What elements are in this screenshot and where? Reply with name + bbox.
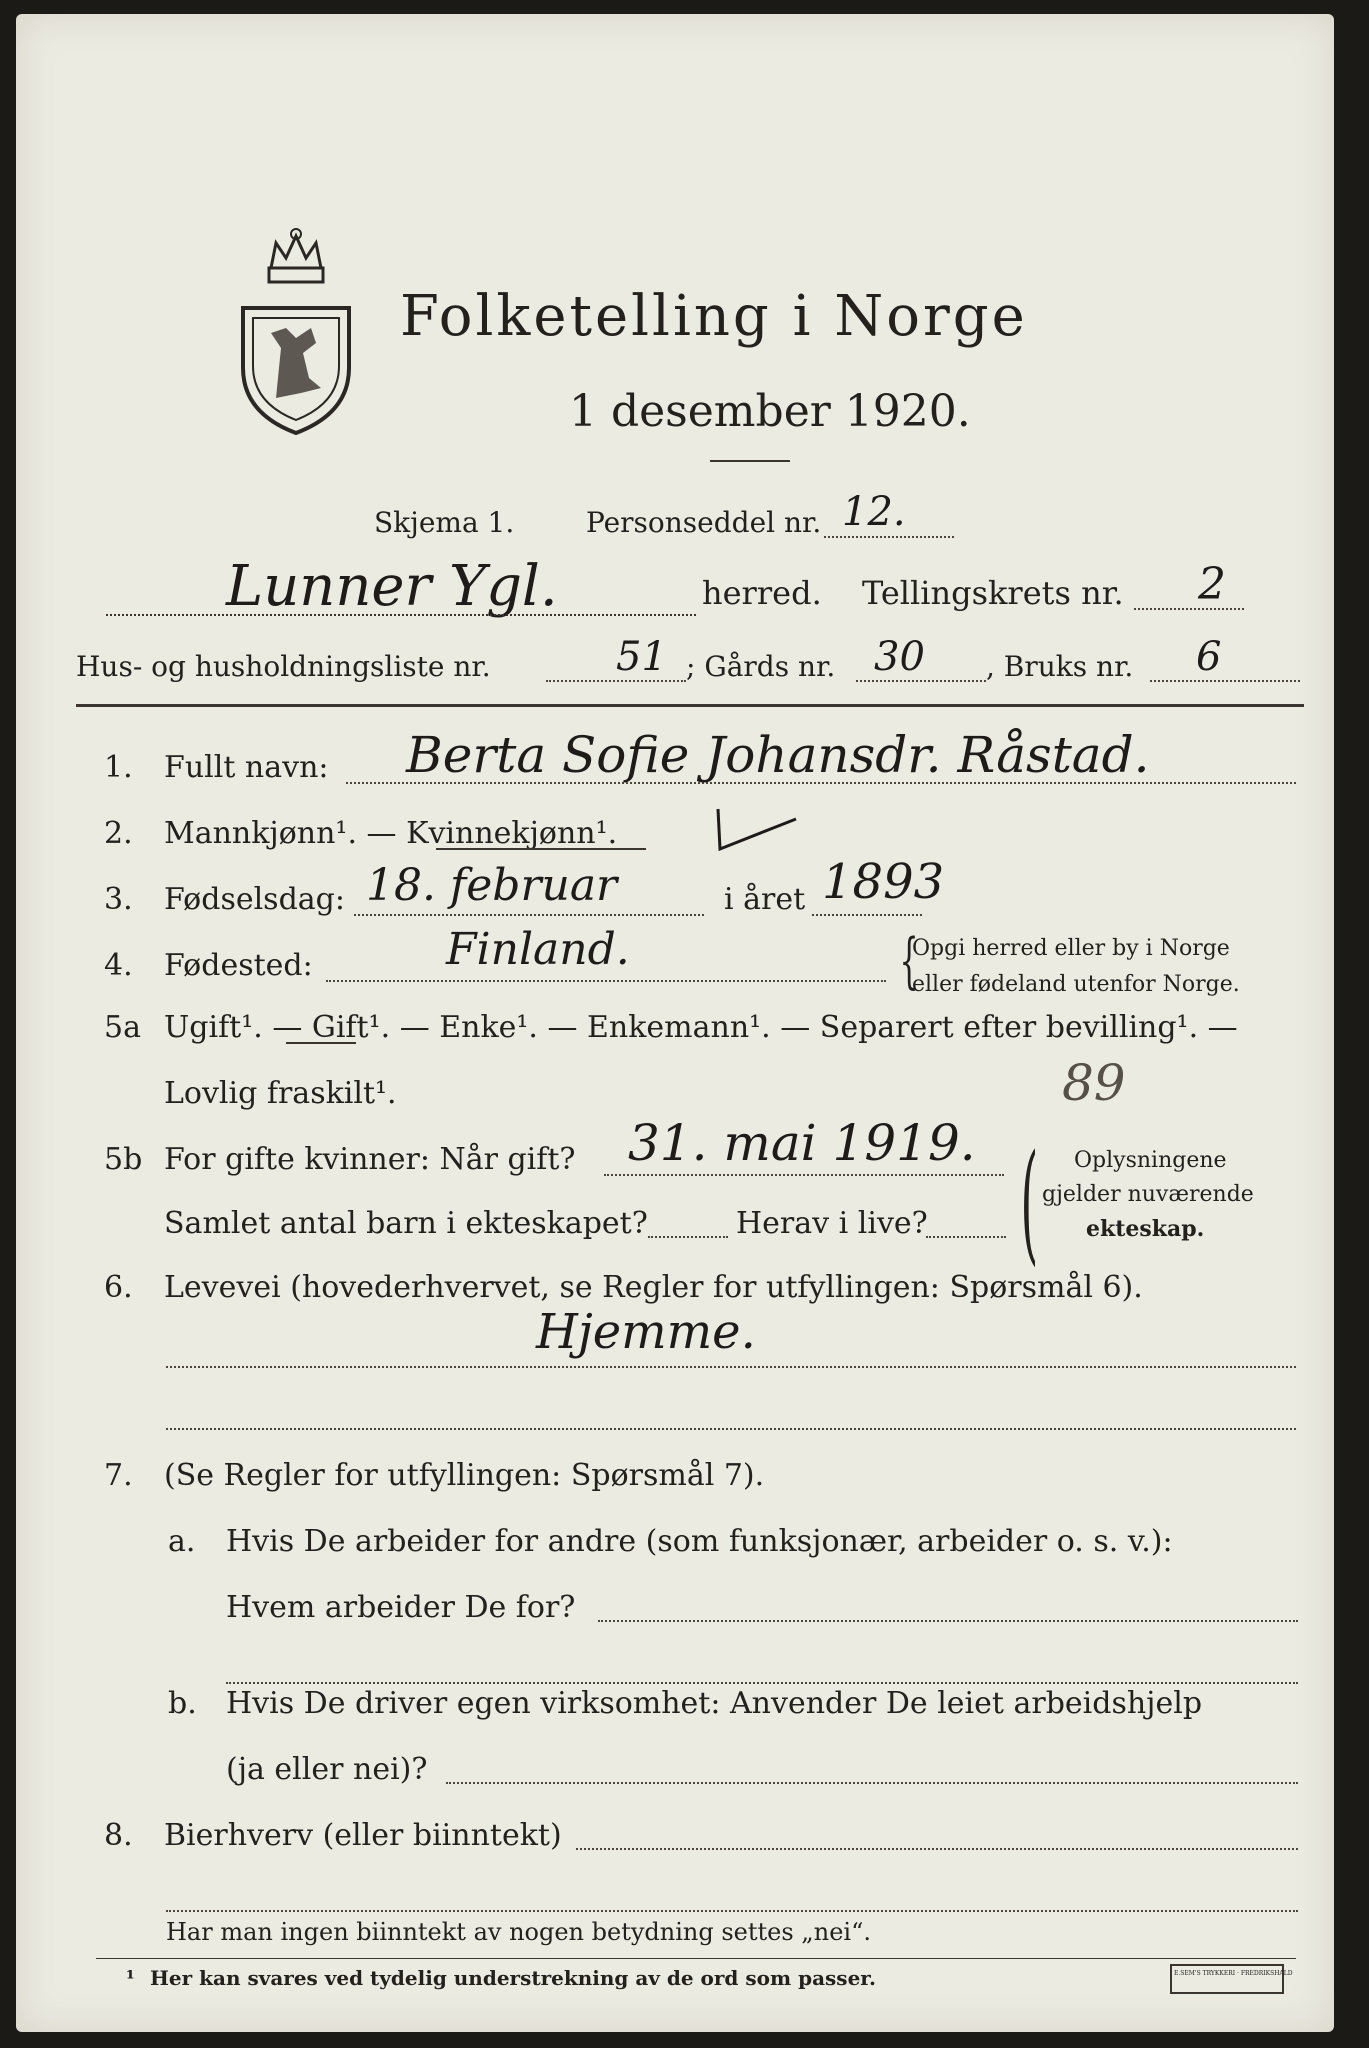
q7-label: (Se Regler for utfyllingen: Spørsmål 7). [164, 1458, 765, 1493]
q8-number: 8. [104, 1818, 133, 1853]
q5a-line1: Ugift¹. — Gift¹. — Enke¹. — Enkemann¹. — Separert efter bevilling¹. — [164, 1010, 1238, 1045]
q4-label: Fødested: [164, 948, 313, 983]
q6-label: Levevei (hovederhvervet, se Regler for utfyllingen: Spørsmål 6). [164, 1270, 1143, 1305]
alive-field-line [926, 1236, 1006, 1238]
birthplace-value: Finland. [446, 924, 630, 975]
full-name-value: Berta Sofie Johansdr. Råstad. [406, 726, 1150, 784]
hus-value: 51 [616, 634, 667, 680]
q2-label: Mannkjønn¹. — Kvinnekjønn¹. [164, 816, 618, 851]
personseddel-label: Personseddel nr. [586, 506, 822, 539]
q5a-number: 5a [104, 1010, 141, 1045]
occupation-value: Hjemme. [536, 1304, 756, 1360]
footer-note: Har man ingen biinntekt av nogen betydning settes „nei“. [166, 1918, 871, 1946]
gift-underline [286, 1042, 356, 1044]
birthday-field-line [354, 914, 704, 916]
q5b-note-line2: gjelder nuværende [1042, 1182, 1254, 1207]
birth-year-value: 1893 [822, 854, 945, 910]
occupation-field-line-1 [166, 1366, 1296, 1368]
q6-number: 6. [104, 1270, 133, 1305]
hired-help-field-line [446, 1782, 1298, 1784]
q4-note-line1: Opgi herred eller by i Norge [912, 936, 1230, 961]
q7b-letter: b. [168, 1686, 197, 1721]
children-field-line [648, 1236, 728, 1238]
footnote-rule [96, 1958, 1296, 1959]
hus-label: Hus- og husholdningsliste nr. [76, 650, 491, 683]
q1-label: Fullt navn: [164, 750, 329, 785]
side-income-field-line [576, 1848, 1298, 1850]
q5b-line2: Samlet antal barn i ekteskapet? [164, 1206, 648, 1241]
year-field-line [812, 914, 922, 916]
tellingskrets-field-line [1134, 608, 1244, 610]
q7a-letter: a. [168, 1524, 196, 1559]
q5b-note-line3: ekteskap. [1086, 1216, 1205, 1242]
q5a-line2: Lovlig fraskilt¹. [164, 1076, 397, 1111]
gards-label: ; Gårds nr. [686, 650, 836, 683]
q7a-line1: Hvis De arbeider for andre (som funksjonær, arbeider o. s. v.): [226, 1524, 1173, 1559]
married-date-value: 31. mai 1919. [628, 1114, 976, 1172]
skjema-label: Skjema 1. [374, 506, 515, 539]
q4-note-line2: eller fødeland utenfor Norge. [912, 972, 1240, 997]
gards-field-line [856, 680, 986, 682]
herred-field-line [106, 614, 696, 616]
q2-number: 2. [104, 816, 133, 851]
gender-check-mark-icon [706, 799, 806, 859]
hus-field-line [546, 680, 686, 682]
q3-label: Fødselsdag: [164, 882, 345, 917]
q5b-note-line1: Oplysningene [1074, 1148, 1227, 1173]
gards-value: 30 [874, 634, 925, 680]
brace-q4: { [899, 926, 919, 996]
married-date-field-line [604, 1174, 1004, 1176]
tellingskrets-value: 2 [1198, 559, 1226, 610]
kvinnekjonn-underline [436, 848, 646, 850]
employer-field-line [598, 1620, 1298, 1622]
q7-number: 7. [104, 1458, 133, 1493]
q1-number: 1. [104, 750, 133, 785]
census-date: 1 desember 1920. [569, 386, 971, 437]
tellingskrets-label: Tellingskrets nr. [862, 574, 1124, 612]
q4-number: 4. [104, 948, 133, 983]
margin-note: 89 [1062, 1054, 1126, 1112]
q7b-line2: (ja eller nei)? [226, 1752, 428, 1787]
herred-value: Lunner Ygl. [226, 554, 558, 619]
q8-label: Bierhverv (eller biinntekt) [164, 1818, 562, 1853]
q5b-number: 5b [104, 1142, 143, 1177]
bruks-field-line [1150, 680, 1300, 682]
footnote-text: Her kan svares ved tydelig understrekning av de ord som passer. [150, 1966, 876, 1990]
q7b-line1: Hvis De driver egen virksomhet: Anvender De leiet arbeidshjelp [226, 1686, 1203, 1721]
coat-of-arms-icon [231, 228, 361, 438]
form-title: Folketelling i Norge [400, 284, 1028, 349]
q7a-line2: Hvem arbeider De for? [226, 1590, 576, 1625]
census-form [16, 14, 1334, 2032]
birthplace-field-line [326, 980, 886, 982]
title-rule [710, 460, 790, 462]
printer-stamp [1170, 1964, 1293, 1994]
section-divider [76, 704, 1304, 707]
q3-number: 3. [104, 882, 133, 917]
personseddel-field-line [824, 536, 954, 538]
side-income-field-line-2 [166, 1910, 1298, 1912]
employer-field-line-2 [226, 1682, 1298, 1684]
year-label: i året [724, 882, 806, 917]
bruks-value: 6 [1196, 634, 1222, 680]
q5b-line1: For gifte kvinner: Når gift? [164, 1142, 576, 1177]
printer-stamp-text: E.SEM'S TRYKKERI · FREDRIKSHALD [1174, 1970, 1293, 1977]
bruks-label: , Bruks nr. [986, 650, 1134, 683]
footnote-marker: ¹ [126, 1966, 135, 1990]
personseddel-value: 12. [842, 489, 906, 535]
alive-label: Herav i live? [736, 1206, 928, 1241]
herred-label: herred. [702, 574, 822, 612]
brace-q5b: ( [1020, 1126, 1039, 1278]
birthday-value: 18. februar [366, 860, 618, 911]
occupation-field-line-2 [166, 1428, 1296, 1430]
